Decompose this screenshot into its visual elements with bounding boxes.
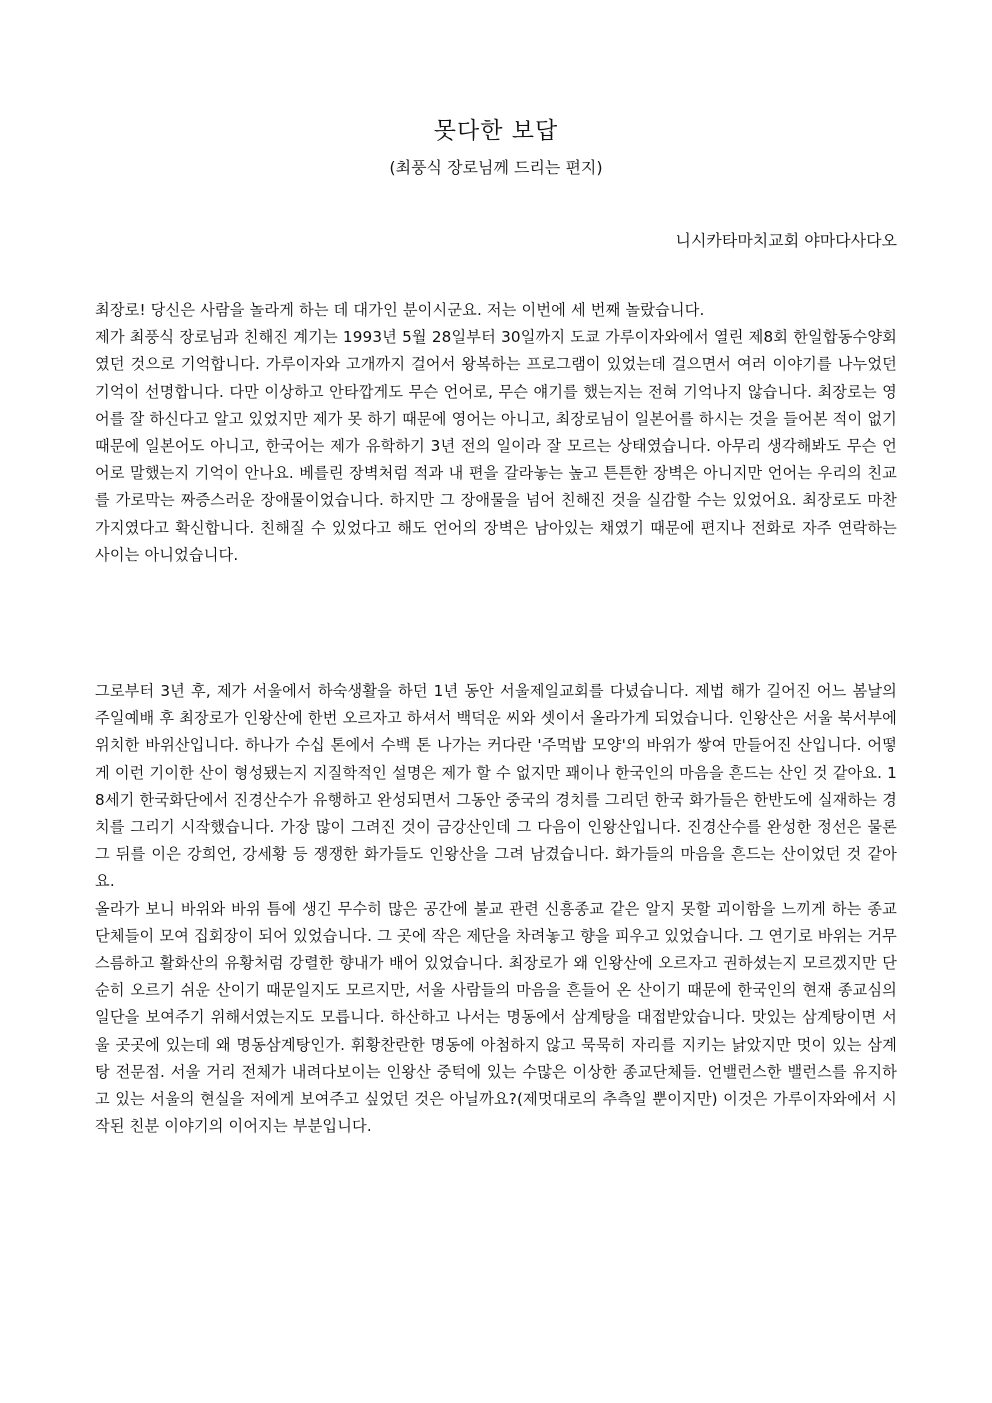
paragraph-3: 그로부터 3년 후, 제가 서울에서 하숙생활을 하던 1년 동안 서울제일교회를 다녔습니다. 제법 해가 길어진 어느 봄날의 주일예배 후 최장로가 인왕산에 한번 오르자고 하셔서 백덕운 씨와 셋이서 올라가게 되었습니다. 인왕산은 서울 북서부에 위치한 바위산입니다. 하나가 수십 톤에서 수백 톤 나가는 커다란 '주먹밥 모양'의 바위가 쌓여 만들어진 산입니다. 어떻게 이런 기이한 산이 형성됐는지 지질학적인 설명은 제가 할 수 없지만 꽤이나 한국인의 마음을 흔드는 산인 것 같아요. 18세기 한국화단에서 진경산수가 유행하고 완성되면서 그동안 중국의 경치를 그리던 한국 화가들은 한반도에 실재하는 경치를 그리기 시작했습니다. 가장 많이 그려진 것이 금강산인데 그 다음이 인왕산입니다. 진경산수를 완성한 정선은 물론 그 뒤를 이은 강희언, 강세황 등 쟁쟁한 화가들도 인왕산을 그려 남겼습니다. 화가들의 마음을 흔드는 산이었던 것 같아요.	[95, 682, 897, 891]
document-page	[95, 0, 897, 1403]
paragraph-2: 제가 최풍식 장로님과 친해진 계기는 1993년 5월 28일부터 30일까지 도쿄 가루이자와에서 열린 제8회 한일합동수양회였던 것으로 기억합니다. 가루이자와 고개까지 걸어서 왕복하는 프로그램이 있었는데 걸으면서 여러 이야기를 나누었던 기억이 선명합니다. 다만 이상하고 안타깝게도 무슨 언어로, 무슨 얘기를 했는지는 전혀 기억나지 않습니다. 최장로는 영어를 잘 하신다고 알고 있었지만 제가 못 하기 때문에 영어는 아니고, 최장로님이 일본어를 하시는 것을 들어본 적이 없기 때문에 일본어도 아니고, 한국어는 제가 유학하기 3년 전의 일이라 잘 모르는 상태였습니다. 아무리 생각해봐도 무슨 언어로 말했는지 기억이 안나요. 베를린 장벽처럼 적과 내 편을 갈라놓는 높고 튼튼한 장벽은 아니지만 언어는 우리의 친교를 가로막는 짜증스러운 장애물이었습니다. 하지만 그 장애물을 넘어 친해진 것을 실감할 수는 있었어요. 최장로도 마찬가지였다고 확신합니다. 친해질 수 있었다고 해도 언어의 장벽은 남아있는 채였기 때문에 편지나 전화로 자주 연락하는 사이는 아니었습니다.	[95, 328, 897, 564]
document-title: 못다한 보답	[433, 118, 559, 144]
document-subtitle: (최풍식 장로님께 드리는 편지)	[389, 158, 603, 177]
author-signature: 니시카타마치교회 야마다사다오	[675, 231, 897, 250]
body-section-2	[95, 678, 897, 1140]
paragraph-1: 최장로! 당신은 사람을 놀라게 하는 데 대가인 분이시군요. 저는 이번에 세 번째 놀랐습니다.	[95, 301, 705, 319]
paragraph-4: 올라가 보니 바위와 바위 틈에 생긴 무수히 많은 공간에 불교 관련 신흥종교 같은 알지 못할 괴이함을 느끼게 하는 종교 단체들이 모여 집회장이 되어 있었습니다. 그 곳에 작은 제단을 차려놓고 향을 피우고 있었습니다. 그 연기로 바위는 거무스름하고 활화산의 유황처럼 강렬한 향내가 배어 있었습니다. 최장로가 왜 인왕산에 오르자고 권하셨는지 모르겠지만 단순히 오르기 쉬운 산이기 때문일지도 모르지만, 서울 사람들의 마음을 흔들어 온 산이기 때문에 한국인의 현재 종교심의 일단을 보여주기 위해서였는지도 모릅니다. 하산하고 나서는 명동에서 삼계탕을 대접받았습니다. 맛있는 삼계탕이면 서울 곳곳에 있는데 왜 명동삼계탕인가. 휘황찬란한 명동에 아첨하지 않고 묵묵히 자리를 지키는 낡았지만 멋이 있는 삼계탕 전문점. 서울 거리 전체가 내려다보이는 인왕산 중턱에 있는 수많은 이상한 종교단체들. 언밸런스한 밸런스를 유지하고 있는 서울의 현실을 저에게 보여주고 싶었던 것은 아닐까요?(제멋대로의 추측일 뿐이지만) 이것은 가루이자와에서 시작된 친분 이야기의 이어지는 부분입니다.	[95, 899, 897, 1136]
body-section-1	[95, 297, 897, 569]
